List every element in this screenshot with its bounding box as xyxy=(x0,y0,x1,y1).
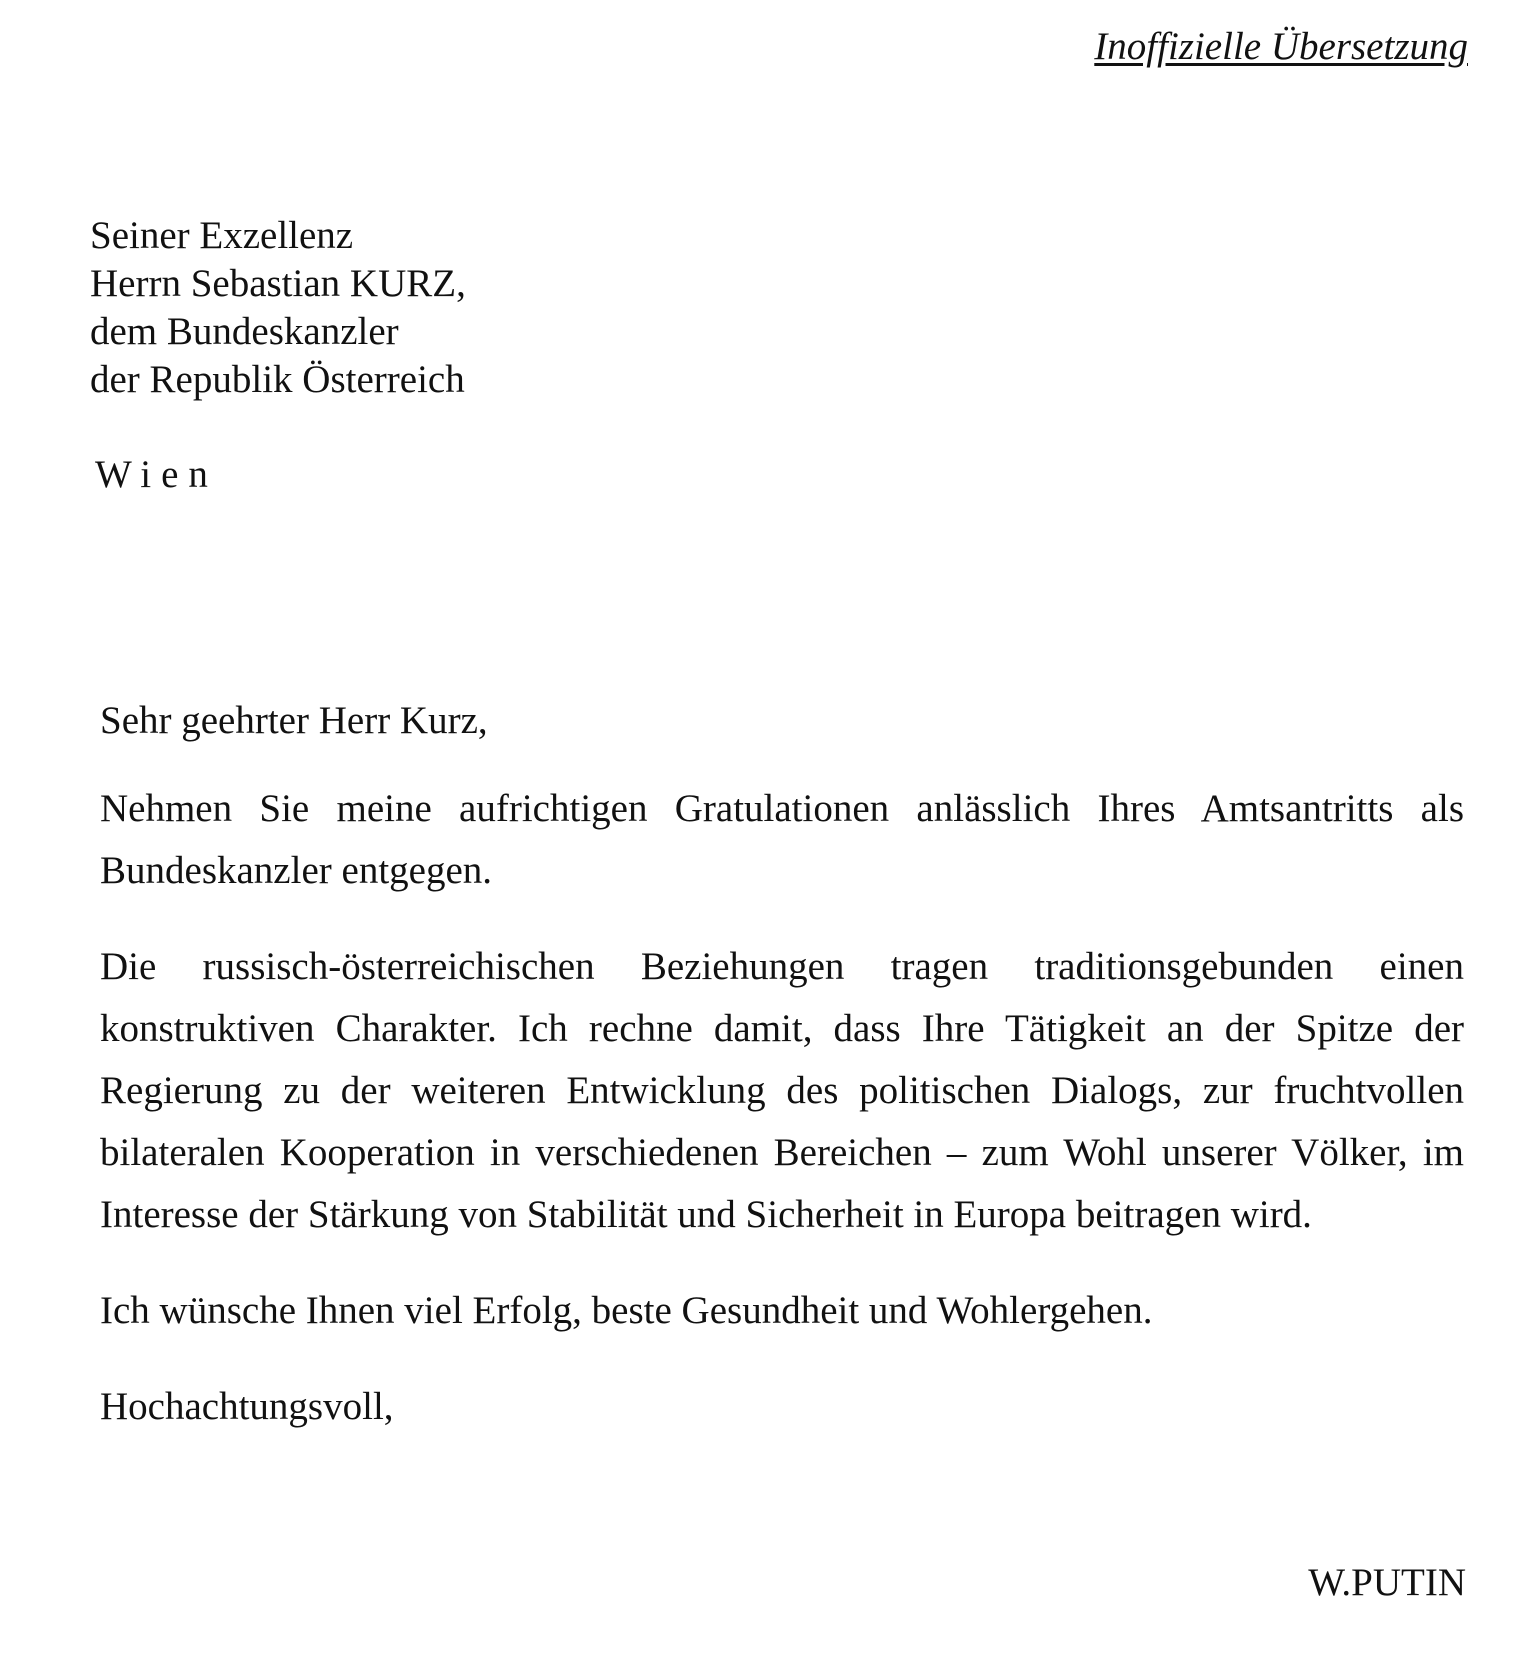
recipient-address xyxy=(90,212,466,404)
paragraph: Ich wünsche Ihnen viel Erfolg, beste Gesundheit und Wohlergehen. xyxy=(100,1289,1153,1332)
paragraph: Nehmen Sie meine aufrichtigen Gratulationen anlässlich Ihres Amtsantritts als Bundeskanzler entgegen. xyxy=(100,787,1464,892)
address-line: Herrn Sebastian KURZ, xyxy=(90,262,466,305)
address-line: Seiner Exzellenz xyxy=(90,214,354,257)
address-line: dem Bundeskanzler xyxy=(90,310,399,353)
address-line: der Republik Österreich xyxy=(90,358,465,401)
translation-note: Inoffizielle Übersetzung xyxy=(1094,25,1468,68)
closing: Hochachtungsvoll, xyxy=(100,1385,394,1428)
letter-body xyxy=(100,690,1464,1438)
recipient-city: Wien xyxy=(95,453,218,496)
signature: W.PUTIN xyxy=(1308,1561,1466,1604)
paragraph: Die russisch-österreichischen Beziehungen tragen traditionsgebunden einen konstruktiven Charakter. Ich rechne damit, dass Ihre Tätigkeit an der Spitze der Regierung zu der weiteren Entwicklung des politischen Dialogs, zur fruchtvollen bilateralen Kooperation in verschiedenen Bereichen – zum Wohl unserer Völker, im Interesse der Stärkung von Stabilität und Sicherheit in Europa beitragen wird. xyxy=(100,945,1464,1236)
salutation: Sehr geehrter Herr Kurz, xyxy=(100,699,488,742)
